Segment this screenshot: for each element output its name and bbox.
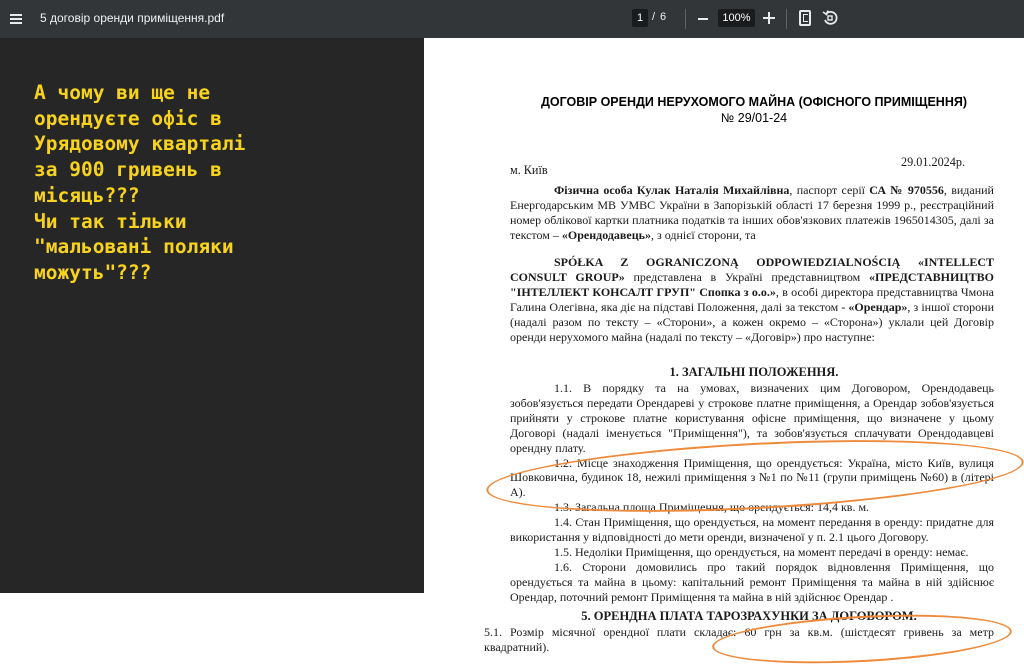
- contract-date: 29.01.2024р.: [901, 155, 965, 169]
- party2-text: представлена в Україні представництвом: [624, 269, 869, 284]
- clause-5-1: 5.1. Розмір місячної орендної плати складає: 60 грн за кв.м. (шістдесят гривень за метр квадратний).: [484, 625, 994, 654]
- fit-page-icon[interactable]: [799, 10, 811, 26]
- pdf-toolbar: [0, 0, 1024, 38]
- party1-passport: СА № 970556: [869, 183, 944, 197]
- party1-text: , паспорт серії: [789, 183, 870, 197]
- current-page-input[interactable]: 1: [632, 9, 648, 27]
- party1-role: «Орендодавець»: [561, 227, 651, 242]
- section1-title: 1. ЗАГАЛЬНІ ПОЛОЖЕННЯ.: [669, 365, 839, 379]
- clause-1-6: 1.6. Сторони домовились про такий порядок відновлення Приміщення, що орендується та майна в цьому: капітальний ремонт Приміщення та майна в ній здійснює Орендар, поточний ремонт Приміщення та майна в ній здійснює Орендар .: [510, 559, 994, 604]
- party1-paragraph: [510, 183, 994, 243]
- clause-1-2: 1.2. Місце знаходження Приміщення, що орендується: Україна, місто Київ, вулиця Шовковична, будинок 18, нежилі приміщення з №1 по №11 (групи приміщень №60) в (літері А).: [510, 455, 994, 500]
- pdf-page: [424, 38, 1024, 670]
- party2-rep: «ПРЕДСТАВНИЦТВО "ІНТЕЛЛЕКТ КОНСАЛТ ГРУП" Спопка з о.о.»: [510, 269, 994, 299]
- party1-text: , з однієї сторони, та: [651, 227, 756, 242]
- party2-text: , в особі директора представництва Чмона Галина Олегівна, яка діє на підставі Положення, далі за текстом -: [510, 284, 994, 314]
- party2-paragraph: [510, 255, 994, 344]
- zoom-out-icon[interactable]: [697, 13, 709, 25]
- overlay-caption-panel: [0, 38, 424, 593]
- page-separator: /: [652, 11, 656, 23]
- party2-name: SPÓŁKA Z OGRANICZONĄ ODPOWIEDZIALNOŚCIĄ «INTELLECT CONSULT GROUP»: [510, 255, 994, 284]
- clause-1-5: 1.5. Недоліки Приміщення, що орендується, на момент передачі в оренду: немає.: [554, 544, 969, 559]
- zoom-in-icon[interactable]: [762, 11, 776, 25]
- overlay-caption-text: А чому ви ще не орендуєте офіс в Урядовому кварталі за 900 гривень в місяць??? Чи так тільки "мальовані поляки можуть"???: [34, 81, 246, 284]
- clause-1-1: 1.1. В порядку та на умовах, визначених цим Договором, Орендодавець зобов'язується передати Орендареві у строкове платне приміщення, а Орендар зобов'язується прийняти у строкове платне користування офісне приміщення, що визначене у цьому Договорі (надалі іменується "Приміщення"), та зобов'язується сплачувати Орендодавцеві орендну плату.: [510, 381, 994, 455]
- contract-number: № 29/01-24: [720, 111, 788, 125]
- toolbar-divider: [786, 9, 787, 29]
- party2-text: , з іншої сторони (надалі разом по тексту – «Сторони», а кожен окремо – «Сторона») уклали цей Договір оренди нерухомого майна (надалі по тексту – «Договір») про наступне:: [510, 299, 994, 344]
- contract-city: м. Київ: [510, 163, 548, 177]
- rotate-icon[interactable]: [822, 9, 839, 26]
- contract-heading: ДОГОВІР ОРЕНДИ НЕРУХОМОГО МАЙНА (ОФІСНОГО ПРИМІЩЕННЯ): [540, 95, 967, 109]
- toolbar-divider: [685, 9, 686, 29]
- menu-icon[interactable]: [7, 9, 27, 29]
- document-title: 5 договір оренди приміщення.pdf: [40, 11, 225, 25]
- clause-1-4: 1.4. Стан Приміщення, що орендується, на момент передання в оренду: придатне для використання у відповідності до мети оренди, визначеної у п. 2.1 цього Договору.: [510, 515, 994, 545]
- section5-title: 5. ОРЕНДНА ПЛАТА ТАРОЗРАХУНКИ ЗА ДОГОВОРОМ.: [581, 609, 917, 623]
- zoom-input[interactable]: 100%: [718, 9, 755, 27]
- party1-text: , виданий Енергодарським МВ УМВС України в Запорізькій області 17 березня 1999 р., реєстраційний номер облікової картки платника податків та інших обов'язкових платежів 1965014305, далі за текстом –: [510, 183, 994, 242]
- clause-1-3: 1.3. Загальна площа Приміщення, що орендується: 14,4 кв. м.: [554, 500, 870, 515]
- total-pages: 6: [660, 11, 667, 23]
- party2-role: «Орендар»: [848, 299, 908, 314]
- party1-name: Фізична особа Кулак Наталія Михайлівна: [554, 183, 790, 197]
